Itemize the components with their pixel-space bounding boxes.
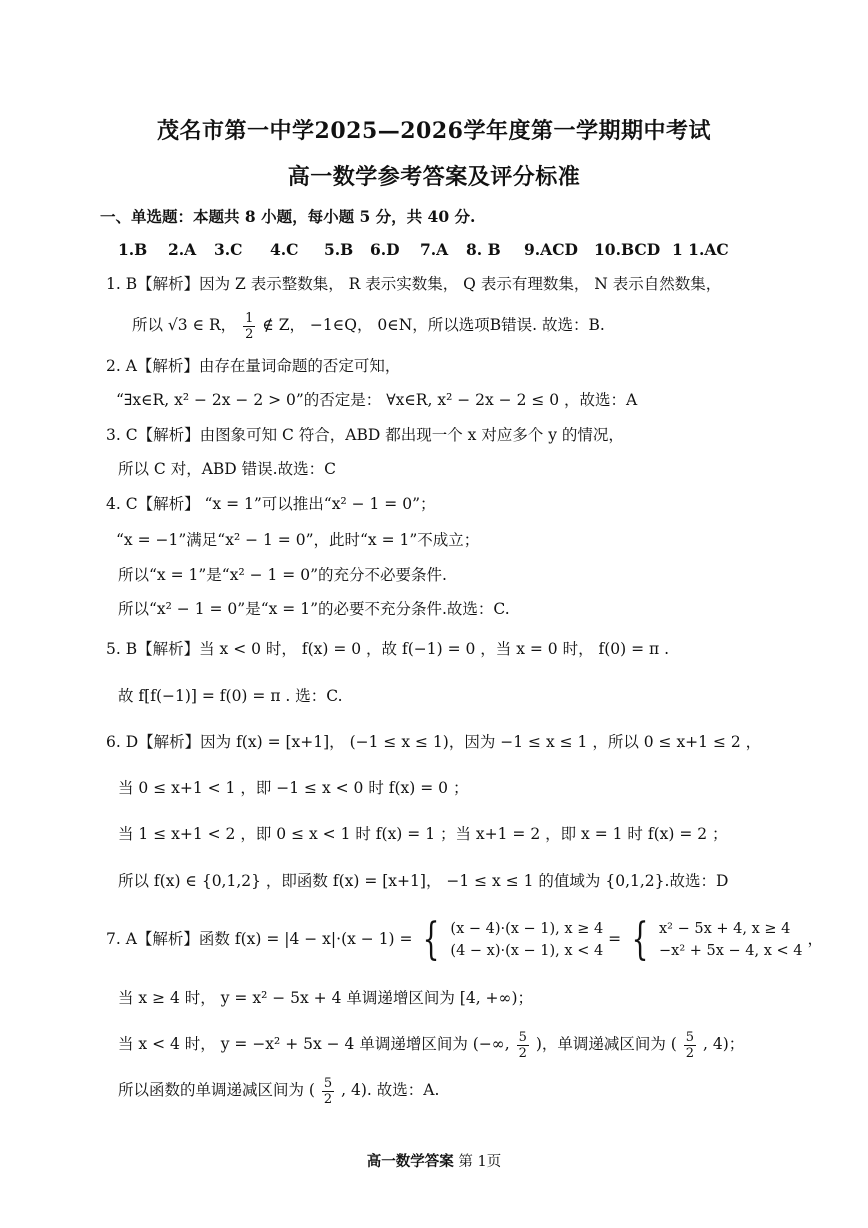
answer-item: 6.D — [370, 240, 400, 259]
q4-line-3: 所以“x = 1”是“x² − 1 = 0”的充分不必要条件. — [118, 566, 447, 584]
q7-line-4 — [118, 1072, 439, 1108]
q7-line-3a: 当 x < 4 时， y = −x² + 5x − 4 单调递增区间为 (−∞, — [118, 1035, 510, 1053]
q5-line-1: 5. B【解析】当 x < 0 时， f(x) = 0 ，故 f(−1) = 0 ，当 x = 0 时， f(0) = π . — [106, 640, 670, 658]
q1-line-2 — [132, 308, 605, 342]
q3-line-1: 3. C【解析】由图象可知 C 符合，ABD 都出现一个 x 对应多个 y 的情况， — [106, 426, 624, 444]
q7-line-3 — [118, 1026, 744, 1062]
answer-item: 5.B — [324, 240, 354, 259]
equals-sign: = — [608, 930, 622, 948]
q7-line-3b: )，单调递减区间为 ( — [535, 1035, 677, 1053]
page-title: 茂名市第一中学2025—2026学年度第一学期期中考试 — [157, 118, 711, 144]
q7-line-3c: , 4)； — [703, 1035, 745, 1053]
footer-page-number: 第 1页 — [458, 1154, 502, 1170]
q2-line-1: 2. A【解析】由存在量词命题的否定可知， — [106, 357, 401, 375]
answer-item: 8. B — [466, 240, 501, 259]
fraction-denominator: 2 — [245, 326, 254, 342]
q7-lead: 7. A【解析】函数 f(x) = |4 − x|·(x − 1) = — [106, 930, 413, 948]
q7-line-2: 当 x ≥ 4 时， y = x² − 5x + 4 单调递增区间为 [4, +∞)； — [118, 989, 533, 1007]
q7-piecewise-2 — [659, 918, 803, 962]
q1-line-2b: ∉ Z， −1∈Q， 0∈N，所以选项B错误. 故选：B. — [262, 316, 605, 334]
q6-line-4: 所以 f(x) ∈ {0,1,2} ，即函数 f(x) = [x+1]， −1 ≤ x ≤ 1 的值域为 {0,1,2}.故选：D — [118, 872, 729, 890]
fraction-denominator: 2 — [323, 1091, 333, 1107]
q7-line-4b: , 4). 故选：A. — [341, 1081, 440, 1099]
fraction-numerator: 5 — [685, 1029, 695, 1045]
q7-case-1a: (x − 4)·(x − 1), x ≥ 4 — [450, 921, 604, 937]
q4-line-2: “x = −1”满足“x² − 1 = 0”，此时“x = 1”不成立； — [116, 531, 480, 549]
answer-item: 10.BCD — [594, 240, 661, 259]
answer-item: 1.B — [118, 240, 148, 259]
q7-piecewise-1 — [450, 918, 603, 962]
answer-item: 1 1.AC — [672, 240, 729, 259]
trailing-comma: ， — [807, 930, 823, 948]
q7-case-2b: −x² + 5x − 4, x < 4 — [659, 943, 803, 959]
fraction — [684, 1030, 696, 1061]
answer-item: 3.C — [214, 240, 243, 259]
q7-line-1 — [106, 914, 823, 964]
fraction — [322, 1076, 334, 1107]
q5-line-2: 故 f[f(−1)] = f(0) = π . 选：C. — [118, 687, 343, 705]
fraction-numerator: 5 — [323, 1075, 333, 1091]
q4-line-4: 所以“x² − 1 = 0”是“x = 1”的必要不充分条件.故选：C. — [118, 600, 510, 618]
answer-item: 9.ACD — [524, 240, 578, 259]
footer-label: 高一数学答案 — [366, 1153, 454, 1170]
q6-line-2: 当 0 ≤ x+1 < 1 ，即 −1 ≤ x < 0 时 f(x) = 0 ； — [118, 779, 469, 797]
left-brace: { — [631, 914, 649, 965]
fraction-denominator: 2 — [685, 1045, 695, 1061]
q7-line-4a: 所以函数的单调递减区间为 ( — [118, 1081, 315, 1099]
q2-line-2: “∃x∈R, x² − 2x − 2 > 0”的否定是： ∀x∈R, x² − 2x − 2 ≤ 0 ，故选：A — [116, 391, 638, 409]
fraction-denominator: 2 — [518, 1045, 527, 1061]
q3-line-2: 所以 C 对，ABD 错误.故选：C — [118, 460, 336, 478]
fraction-numerator: 5 — [518, 1029, 527, 1045]
q1-line-1: 1. B【解析】因为 Z 表示整数集， R 表示实数集， Q 表示有理数集， N 表示自然数集， — [106, 275, 722, 293]
q6-line-1: 6. D【解析】因为 f(x) = [x+1]， (−1 ≤ x ≤ 1)，因为 −1 ≤ x ≤ 1 ，所以 0 ≤ x+1 ≤ 2 ， — [106, 733, 762, 751]
answer-item: 2.A — [168, 240, 197, 259]
page-subtitle: 高一数学参考答案及评分标准 — [287, 164, 581, 190]
q7-case-2a: x² − 5x + 4, x ≥ 4 — [659, 921, 791, 937]
answer-item: 7.A — [420, 240, 449, 259]
fraction — [517, 1030, 529, 1061]
page-footer — [0, 1150, 868, 1171]
section-header: 一、单选题：本题共 8 小题，每小题 5 分，共 40 分. — [100, 207, 476, 226]
q4-line-1: 4. C【解析】 “x = 1”可以推出“x² − 1 = 0”； — [106, 495, 436, 513]
fraction-numerator: 1 — [245, 310, 254, 326]
left-brace: { — [423, 914, 440, 965]
q6-line-3: 当 1 ≤ x+1 < 2 ，即 0 ≤ x < 1 时 f(x) = 1 ；当 x+1 = 2 ，即 x = 1 时 f(x) = 2 ； — [118, 825, 728, 843]
answer-item: 4.C — [270, 240, 299, 259]
q7-case-1b: (4 − x)·(x − 1), x < 4 — [450, 943, 604, 959]
fraction — [243, 311, 255, 342]
q1-line-2a: 所以 √3 ∈ R， — [132, 316, 237, 334]
